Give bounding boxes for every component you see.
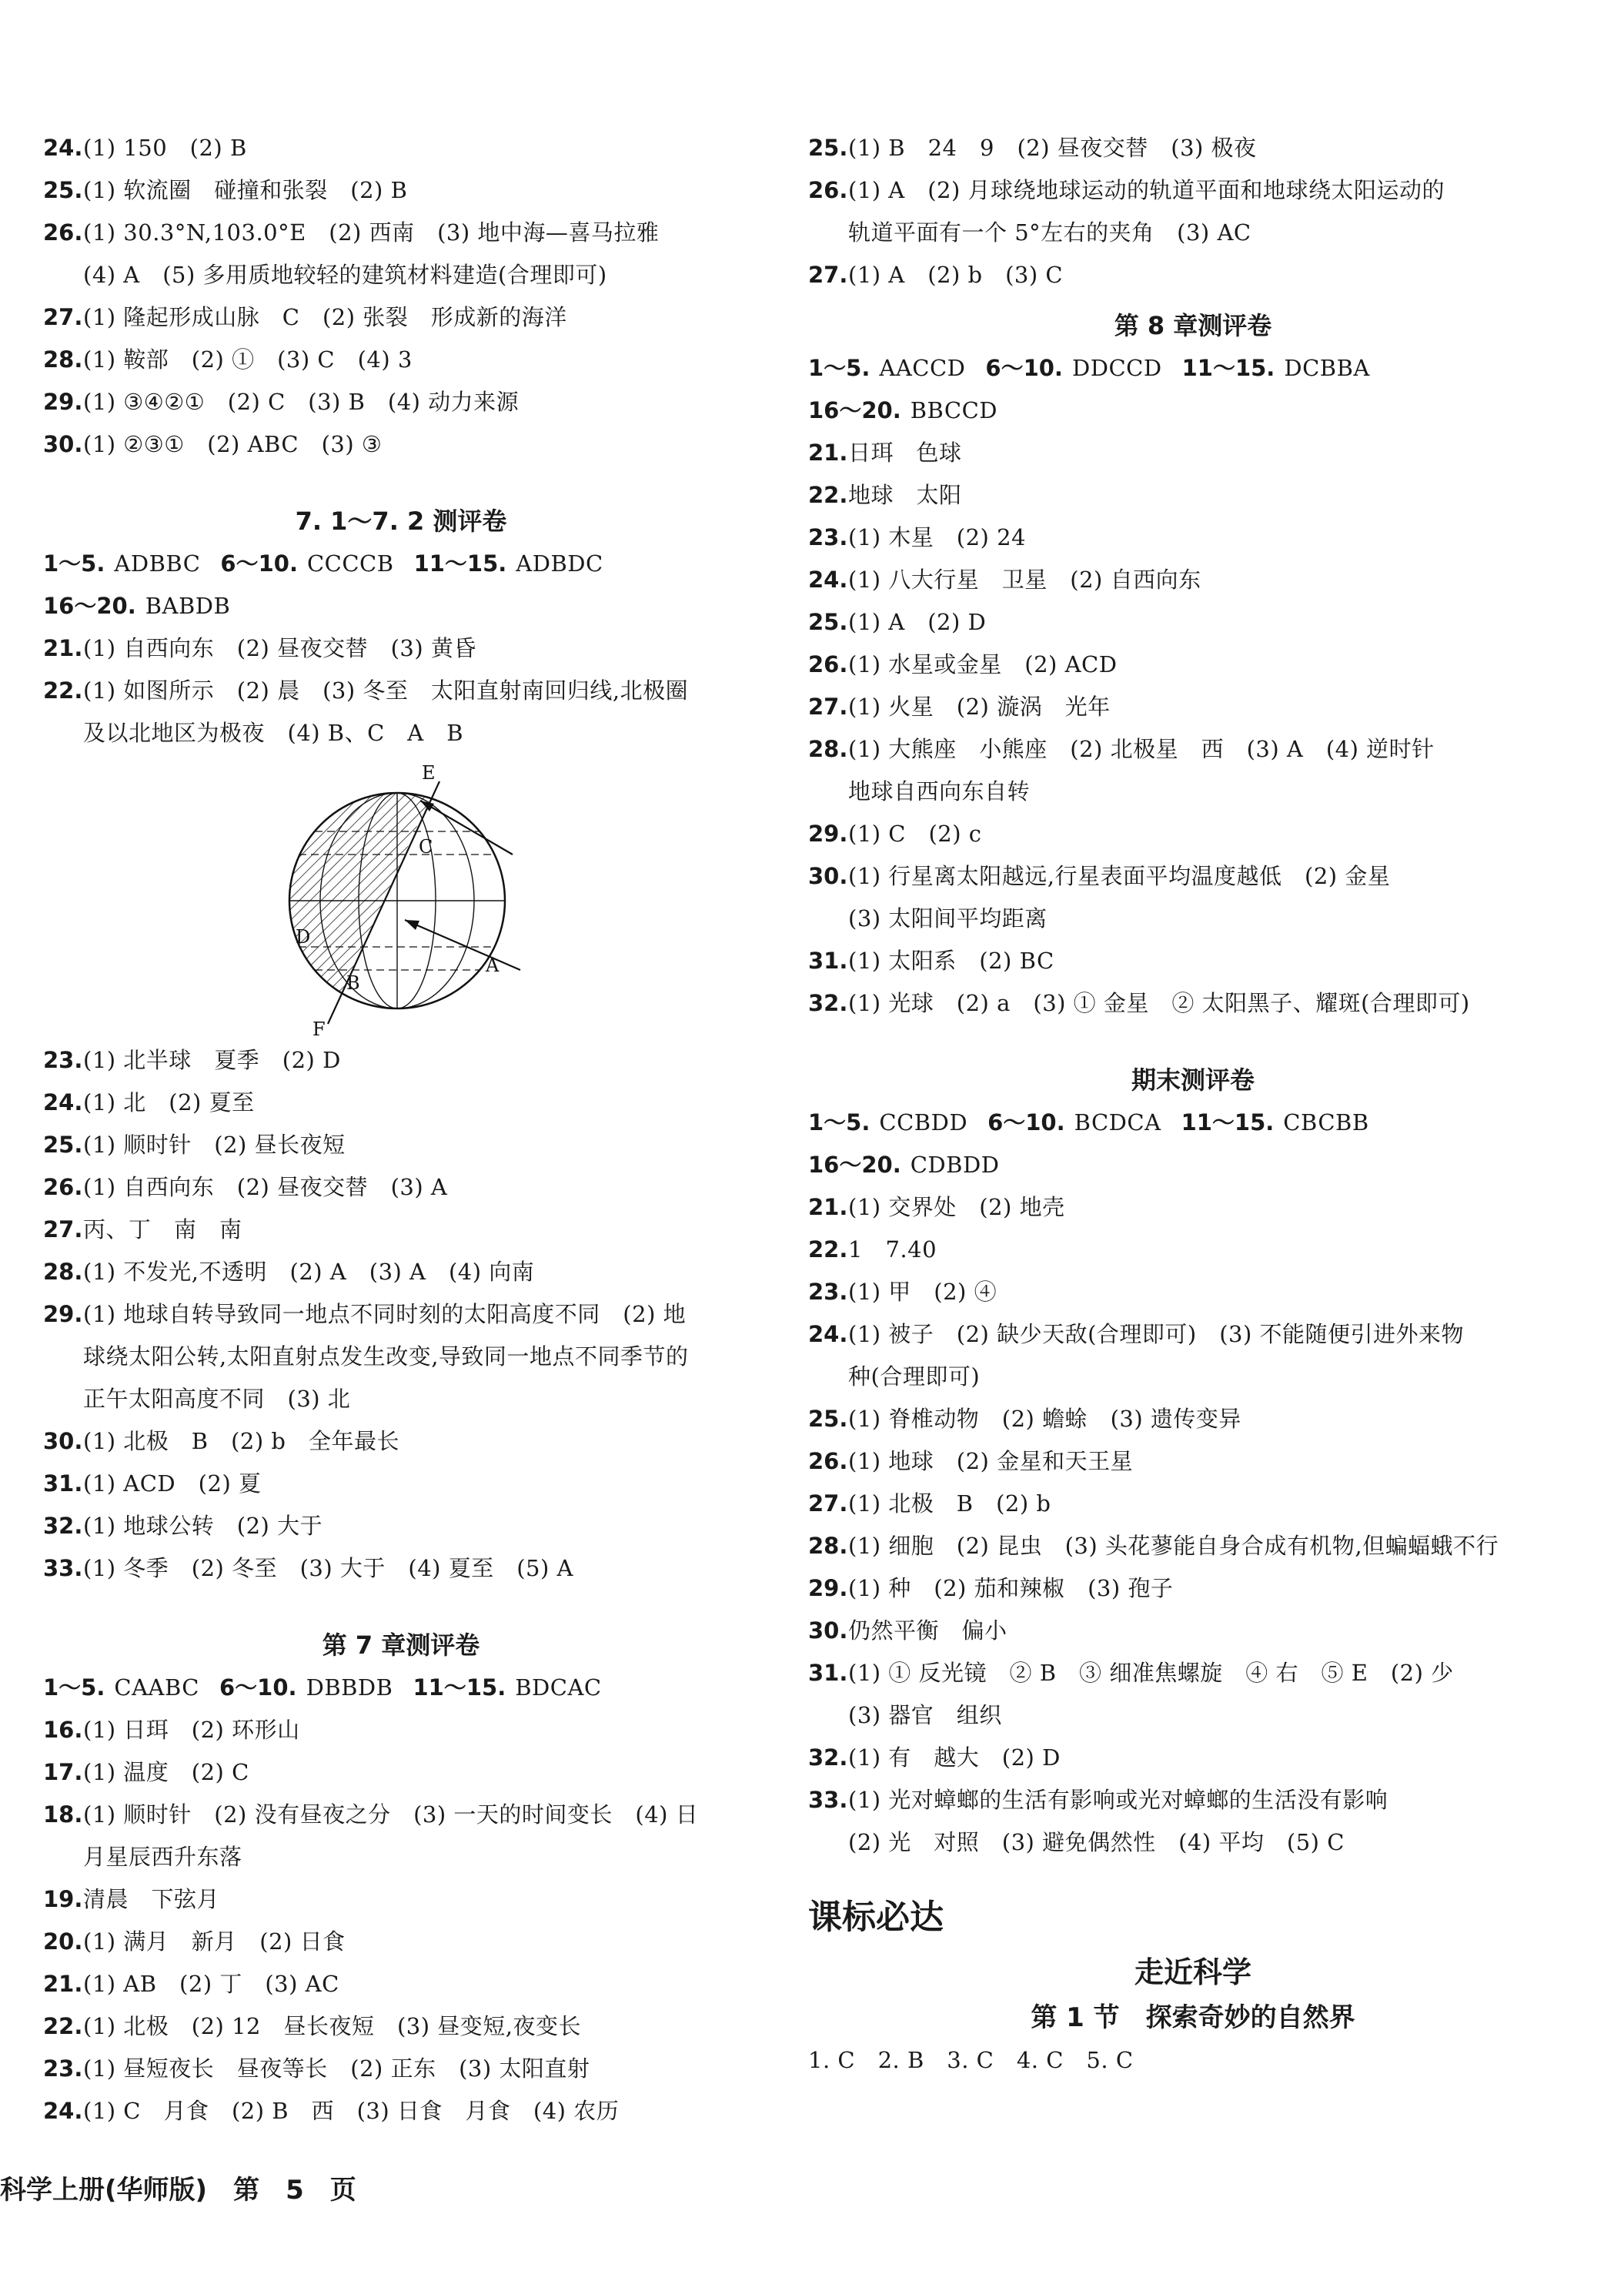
answer-line xyxy=(808,474,1578,517)
answer-line-continued xyxy=(808,1356,1578,1398)
answer-line xyxy=(808,982,1578,1025)
section-title: 期末测评卷 xyxy=(1131,1065,1255,1095)
choice-answers: ADBBC xyxy=(114,550,201,577)
label-f: F xyxy=(312,1018,326,1039)
question-number: 27. xyxy=(808,1490,848,1517)
question-number: 23. xyxy=(808,524,848,550)
answer-text: (1) 细胞 (2) 昆虫 (3) 头花蓼能自身合成有机物,但蝙蝠蛾不行 xyxy=(848,1533,1499,1559)
question-number: 33. xyxy=(43,1555,83,1581)
question-number: 23. xyxy=(43,1047,83,1073)
answer-line xyxy=(43,1963,759,2005)
choice-answers-row xyxy=(808,1102,1578,1144)
question-number: 26. xyxy=(43,1174,83,1200)
right-column xyxy=(808,127,1578,2082)
answer-line xyxy=(808,127,1578,169)
question-range: 16～20. xyxy=(808,1152,901,1178)
question-number: 28. xyxy=(43,346,83,373)
answer-text: (1) 北极 (2) 12 昼长夜短 (3) 昼变短,夜变长 xyxy=(83,2013,582,2039)
answer-text: (1) 太阳系 (2) BC xyxy=(848,948,1054,974)
question-number: 30. xyxy=(43,431,83,457)
question-number: 30. xyxy=(808,863,848,889)
answer-line xyxy=(43,1505,759,1547)
answer-line xyxy=(808,813,1578,855)
question-number: 19. xyxy=(43,1886,83,1912)
question-number: 24. xyxy=(808,1321,848,1347)
question-number: 26. xyxy=(43,219,83,246)
night-side-hatching xyxy=(289,785,436,1024)
answer-line-continued xyxy=(43,254,759,296)
globe-diagram xyxy=(282,754,536,1039)
question-range: 1～5. xyxy=(808,355,870,381)
answer-text: (1) 火星 (2) 漩涡 光年 xyxy=(848,694,1111,720)
choice-answers: CCBDD xyxy=(879,1109,968,1135)
label-d: D xyxy=(296,926,311,948)
answer-line xyxy=(43,381,759,423)
answer-text: (1) ②③① (2) ABC (3) ③ xyxy=(83,431,383,457)
answer-line xyxy=(808,1398,1578,1440)
answer-text: (1) 冬季 (2) 冬至 (3) 大于 (4) 夏至 (5) A xyxy=(83,1555,573,1581)
answer-text: 1. C 2. B 3. C 4. C 5. C xyxy=(808,2047,1134,2073)
question-range: 11～15. xyxy=(1181,1109,1275,1135)
question-number: 22. xyxy=(808,1236,848,1263)
answer-line-continued xyxy=(808,1821,1578,1864)
lesson-answers xyxy=(808,2039,1578,2082)
answer-text: (1) C (2) c xyxy=(848,821,982,847)
sec3-items xyxy=(808,432,1578,1025)
answer-text: 1 7.40 xyxy=(848,1236,937,1263)
question-number: 20. xyxy=(43,1928,83,1955)
answer-line xyxy=(808,1737,1578,1779)
choice-answers: AACCD xyxy=(879,355,966,381)
answer-text: (1) 北极 B (2) b 全年最长 xyxy=(83,1428,399,1454)
question-number: 27. xyxy=(43,1216,83,1243)
answer-line xyxy=(808,1483,1578,1525)
answer-line xyxy=(808,940,1578,982)
answer-text: (1) C 月食 (2) B 西 (3) 日食 月食 (4) 农历 xyxy=(83,2098,620,2124)
answer-line xyxy=(808,1652,1578,1694)
choice-answers-row xyxy=(43,1667,759,1709)
choice-answers: DBBDB xyxy=(306,1674,393,1701)
page-footer: 科学上册(华师版) 第 5 页 xyxy=(0,2175,356,2206)
answer-text: (1) 北 (2) 夏至 xyxy=(83,1089,255,1115)
answer-text: (1) ACD (2) 夏 xyxy=(83,1470,262,1497)
label-b: B xyxy=(346,972,360,994)
question-range: 6～10. xyxy=(985,355,1063,381)
answer-text: (1) A (2) b (3) C xyxy=(848,262,1064,288)
answer-line xyxy=(43,1463,759,1505)
answer-line xyxy=(43,1709,759,1751)
lesson-heading: 第 1 节 探索奇妙的自然界 xyxy=(1031,2002,1355,2033)
answer-line xyxy=(43,2048,759,2090)
question-number: 24. xyxy=(43,2098,83,2124)
question-number: 31. xyxy=(43,1470,83,1497)
answer-text: (1) 地球 (2) 金星和天王星 xyxy=(848,1448,1134,1474)
answer-line xyxy=(808,559,1578,601)
answer-text: (2) 光 对照 (3) 避免偶然性 (4) 平均 (5) C xyxy=(848,1829,1345,1855)
answer-line xyxy=(808,644,1578,686)
answer-text: (1) 交界处 (2) 地壳 xyxy=(848,1194,1065,1220)
choice-answers: DCBBA xyxy=(1284,355,1370,381)
answer-text: (1) 温度 (2) C xyxy=(83,1759,249,1785)
answer-text: (1) 八大行星 卫星 (2) 自西向东 xyxy=(848,567,1201,593)
answer-line xyxy=(43,1251,759,1293)
question-number: 25. xyxy=(43,1132,83,1158)
answer-line xyxy=(808,1313,1578,1356)
answer-text: (1) 满月 新月 (2) 日食 xyxy=(83,1928,346,1955)
question-number: 29. xyxy=(808,821,848,847)
question-number: 27. xyxy=(808,694,848,720)
answer-text: (1) 木星 (2) 24 xyxy=(848,524,1026,550)
answer-text: (1) 有 越大 (2) D xyxy=(848,1744,1061,1771)
question-range: 1～5. xyxy=(43,1674,105,1701)
answer-line xyxy=(808,686,1578,728)
answer-text: (1) 脊椎动物 (2) 蟾蜍 (3) 遗传变异 xyxy=(848,1406,1241,1432)
question-number: 25. xyxy=(43,177,83,203)
answer-text: (1) 日珥 (2) 环形山 xyxy=(83,1717,300,1743)
question-number: 18. xyxy=(43,1801,83,1828)
answer-text: 球绕太阳公转,太阳直射点发生改变,导致同一地点不同季节的 xyxy=(83,1343,689,1370)
choice-answers-row xyxy=(808,390,1578,432)
question-number: 33. xyxy=(808,1787,848,1813)
question-number: 28. xyxy=(43,1259,83,1285)
choice-answers: CCCCB xyxy=(306,550,394,577)
question-number: 22. xyxy=(43,2013,83,2039)
answer-text: (1) 大熊座 小熊座 (2) 北极星 西 (3) A (4) 逆时针 xyxy=(848,736,1435,762)
label-e: E xyxy=(422,762,436,784)
question-number: 17. xyxy=(43,1759,83,1785)
question-number: 32. xyxy=(43,1513,83,1539)
question-number: 24. xyxy=(43,135,83,161)
answer-line xyxy=(43,1124,759,1166)
question-number: 29. xyxy=(43,1301,83,1327)
answer-line xyxy=(808,1440,1578,1483)
answer-line xyxy=(808,1186,1578,1229)
question-number: 28. xyxy=(808,1533,848,1559)
question-range: 1～5. xyxy=(43,550,105,577)
question-range: 1～5. xyxy=(808,1109,870,1135)
answer-text: (1) 甲 (2) ④ xyxy=(848,1279,997,1305)
left-column xyxy=(43,127,759,2132)
answer-text: (1) ③④②① (2) C (3) B (4) 动力来源 xyxy=(83,389,520,415)
question-number: 24. xyxy=(43,1089,83,1115)
answer-text: (1) B 24 9 (2) 昼夜交替 (3) 极夜 xyxy=(848,135,1257,161)
question-range: 11～15. xyxy=(413,550,507,577)
section-title: 7. 1～7. 2 测评卷 xyxy=(295,507,507,536)
sun-ray xyxy=(405,920,520,970)
question-number: 32. xyxy=(808,990,848,1016)
answer-text: 地球自西向东自转 xyxy=(848,778,1031,804)
answer-line xyxy=(43,670,759,712)
question-number: 26. xyxy=(808,1448,848,1474)
answer-line xyxy=(808,728,1578,771)
answer-line xyxy=(808,601,1578,644)
answer-line-continued xyxy=(43,712,759,754)
question-number: 31. xyxy=(808,948,848,974)
choice-answers-row xyxy=(808,347,1578,390)
answer-line xyxy=(43,339,759,381)
question-number: 24. xyxy=(808,567,848,593)
answer-text: (4) A (5) 多用质地较轻的建筑材料建造(合理即可) xyxy=(83,262,607,288)
answer-text: (1) 鞍部 (2) ① (3) C (4) 3 xyxy=(83,346,413,373)
answer-text: (3) 器官 组织 xyxy=(848,1702,1002,1728)
sec2-items xyxy=(43,1709,759,2132)
answer-text: (1) A (2) D xyxy=(848,609,987,635)
question-range: 11～15. xyxy=(413,1674,506,1701)
answer-text: (1) 自西向东 (2) 昼夜交替 (3) A xyxy=(83,1174,448,1200)
answer-text: (1) 地球公转 (2) 大于 xyxy=(83,1513,323,1539)
label-a: A xyxy=(486,955,500,976)
question-number: 25. xyxy=(808,1406,848,1432)
answer-line xyxy=(808,1525,1578,1567)
answer-line xyxy=(43,1420,759,1463)
answer-text: (1) 昼短夜长 昼夜等长 (2) 正东 (3) 太阳直射 xyxy=(83,2055,590,2082)
answer-text: (1) 150 (2) B xyxy=(83,135,247,161)
answer-line xyxy=(43,627,759,670)
answer-text: 月星辰西升东落 xyxy=(83,1844,242,1870)
choice-answers: CBCBB xyxy=(1283,1109,1369,1135)
answer-line xyxy=(808,1610,1578,1652)
answer-line xyxy=(43,1878,759,1921)
answer-text: (1) 光球 (2) a (3) ① 金星 ② 太阳黑子、耀斑(合理即可) xyxy=(848,990,1470,1016)
question-number: 30. xyxy=(43,1428,83,1454)
question-number: 21. xyxy=(808,440,848,466)
answer-line xyxy=(808,1229,1578,1271)
answer-line-continued xyxy=(43,1336,759,1378)
answer-text: (1) ① 反光镜 ② B ③ 细准焦螺旋 ④ 右 ⑤ E (2) 少 xyxy=(848,1660,1454,1686)
choice-answers: BDCAC xyxy=(515,1674,602,1701)
question-number: 27. xyxy=(43,304,83,330)
answer-line xyxy=(43,169,759,212)
answer-text: 种(合理即可) xyxy=(848,1363,981,1390)
choice-answers: BBCCD xyxy=(910,397,998,423)
answer-line xyxy=(43,296,759,339)
question-number: 26. xyxy=(808,177,848,203)
answer-line-continued xyxy=(808,898,1578,940)
question-number: 22. xyxy=(43,677,83,704)
section-title: 第 7 章测评卷 xyxy=(322,1630,480,1660)
answer-text: 仍然平衡 偏小 xyxy=(848,1617,1007,1644)
answer-text: (1) 不发光,不透明 (2) A (3) A (4) 向南 xyxy=(83,1259,535,1285)
answer-line-continued xyxy=(43,1378,759,1420)
label-c: C xyxy=(419,836,433,858)
answer-line xyxy=(808,432,1578,474)
answer-text: (1) 被子 (2) 缺少天敌(合理即可) (3) 不能随便引进外来物 xyxy=(848,1321,1465,1347)
question-number: 22. xyxy=(808,482,848,508)
question-range: 16～20. xyxy=(43,593,136,619)
question-number: 29. xyxy=(808,1575,848,1601)
earth-illumination-figure xyxy=(43,754,759,1039)
question-number: 21. xyxy=(43,635,83,661)
answer-text: (1) 软流圈 碰撞和张裂 (2) B xyxy=(83,177,408,203)
answer-text: (1) 水星或金星 (2) ACD xyxy=(848,651,1118,677)
answer-line xyxy=(43,1293,759,1336)
question-number: 31. xyxy=(808,1660,848,1686)
answer-line xyxy=(43,1751,759,1794)
answer-line-continued xyxy=(808,1694,1578,1737)
question-range: 6～10. xyxy=(220,550,298,577)
question-number: 26. xyxy=(808,651,848,677)
answer-line-continued xyxy=(808,771,1578,813)
question-number: 29. xyxy=(43,389,83,415)
answer-line xyxy=(808,855,1578,898)
sec1-items-b xyxy=(43,1039,759,1590)
question-number: 16. xyxy=(43,1717,83,1743)
answer-line xyxy=(43,212,759,254)
question-number: 32. xyxy=(808,1744,848,1771)
answer-line xyxy=(43,127,759,169)
question-number: 30. xyxy=(808,1617,848,1644)
question-number: 25. xyxy=(808,135,848,161)
answer-text: (1) 北半球 夏季 (2) D xyxy=(83,1047,341,1073)
answer-text: (1) 种 (2) 茄和辣椒 (3) 孢子 xyxy=(848,1575,1174,1601)
answer-line xyxy=(43,423,759,466)
answer-text: (1) 地球自转导致同一地点不同时刻的太阳高度不同 (2) 地 xyxy=(83,1301,687,1327)
choice-answers: CAABC xyxy=(114,1674,199,1701)
answer-text: (1) 隆起形成山脉 C (2) 张裂 形成新的海洋 xyxy=(83,304,567,330)
answer-text: (1) 行星离太阳越远,行星表面平均温度越低 (2) 金星 xyxy=(848,863,1391,889)
question-number: 21. xyxy=(808,1194,848,1220)
question-number: 28. xyxy=(808,736,848,762)
answer-line xyxy=(808,517,1578,559)
answer-line xyxy=(43,1082,759,1124)
answer-text: (1) A (2) 月球绕地球运动的轨道平面和地球绕太阳运动的 xyxy=(848,177,1445,203)
section-title: 第 8 章测评卷 xyxy=(1114,311,1272,340)
answer-text: 丙、丁 南 南 xyxy=(83,1216,242,1243)
choice-answers: BCDCA xyxy=(1074,1109,1161,1135)
answer-line xyxy=(43,1209,759,1251)
answer-line xyxy=(43,1794,759,1836)
choice-answers: BABDB xyxy=(145,593,231,619)
choice-answers-row xyxy=(43,585,759,627)
question-number: 23. xyxy=(808,1279,848,1305)
question-number: 27. xyxy=(808,262,848,288)
answer-text: 轨道平面有一个 5°左右的夹角 (3) AC xyxy=(848,219,1251,246)
answer-text: 日珥 色球 xyxy=(848,440,962,466)
answer-text: (1) 如图所示 (2) 晨 (3) 冬至 太阳直射南回归线,北极圈 xyxy=(83,677,689,704)
answer-line xyxy=(808,1779,1578,1821)
sun-ray xyxy=(420,801,513,855)
answer-text: (1) 顺时针 (2) 没有昼夜之分 (3) 一天的时间变长 (4) 日 xyxy=(83,1801,699,1828)
answer-text: (1) 北极 B (2) b xyxy=(848,1490,1051,1517)
answer-line xyxy=(808,254,1578,296)
answer-line-continued xyxy=(43,1836,759,1878)
answer-line xyxy=(808,169,1578,212)
answer-text: (1) 顺时针 (2) 昼长夜短 xyxy=(83,1132,346,1158)
question-number: 23. xyxy=(43,2055,83,2082)
choice-answers: ADBDC xyxy=(516,550,603,577)
choice-answers: CDBDD xyxy=(910,1152,1000,1178)
choice-answers-row xyxy=(43,543,759,585)
question-number: 21. xyxy=(43,1971,83,1997)
answer-line xyxy=(43,1039,759,1082)
question-range: 16～20. xyxy=(808,397,901,423)
answer-text: (1) 30.3°N,103.0°E (2) 西南 (3) 地中海—喜马拉雅 xyxy=(83,219,660,246)
question-number: 25. xyxy=(808,609,848,635)
answer-text: (1) AB (2) 丁 (3) AC xyxy=(83,1971,339,1997)
answer-text: 及以北地区为极夜 (4) B、C A B xyxy=(83,720,464,746)
answer-line xyxy=(43,2090,759,2132)
question-range: 11～15. xyxy=(1181,355,1275,381)
choice-answers-row xyxy=(808,1144,1578,1186)
answer-line xyxy=(808,1567,1578,1610)
sec4-items xyxy=(808,1186,1578,1864)
answer-line-continued xyxy=(808,212,1578,254)
answer-text: (3) 太阳间平均距离 xyxy=(848,905,1048,931)
answer-text: 清晨 下弦月 xyxy=(83,1886,220,1912)
question-range: 6～10. xyxy=(219,1674,297,1701)
choice-answers: DDCCD xyxy=(1071,355,1162,381)
answer-line xyxy=(43,1166,759,1209)
answer-text: 正午太阳高度不同 (3) 北 xyxy=(83,1386,351,1412)
answer-line xyxy=(43,2005,759,2048)
answer-line xyxy=(808,1271,1578,1313)
answer-text: 地球 太阳 xyxy=(848,482,962,508)
sub-heading: 走近科学 xyxy=(1134,1955,1251,1989)
big-heading: 课标必达 xyxy=(808,1898,944,1937)
question-range: 6～10. xyxy=(987,1109,1065,1135)
pre-items-left xyxy=(43,127,759,466)
answer-text: (1) 自西向东 (2) 昼夜交替 (3) 黄昏 xyxy=(83,635,476,661)
answer-text: (1) 光对蟑螂的生活有影响或光对蟑螂的生活没有影响 xyxy=(848,1787,1388,1813)
answer-line xyxy=(43,1921,759,1963)
answer-line xyxy=(43,1547,759,1590)
